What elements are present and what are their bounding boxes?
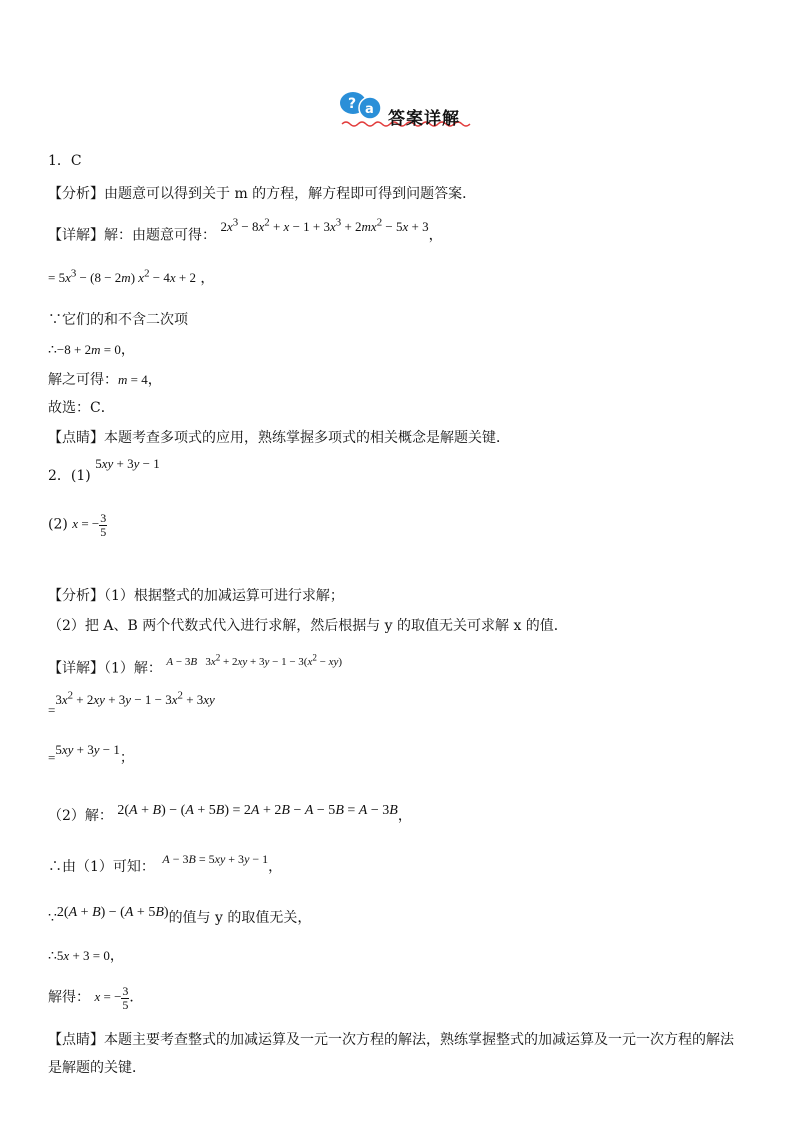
q2-step1: $=3x^2 + 2xy + 3y - 1 - 3x^2 + 3xy$ bbox=[48, 690, 215, 718]
q1-detail: 【详解】解：由题意可得： $2x^3 - 8x^2 + x - 1 + 3x^3 + 2mx^2 - 5x + 3$， bbox=[48, 217, 443, 244]
q2-part1-answer: 2．(1) 5xy + 3y − 1 bbox=[48, 456, 160, 484]
q1-because: ∵它们的和不含二次项 bbox=[48, 312, 188, 328]
q1-analysis: 【分析】由题意可以得到关于 m 的方程，解方程即可得到问题答案． bbox=[48, 186, 477, 202]
svg-text:a: a bbox=[365, 102, 374, 117]
q1-choose: 故选：C． bbox=[48, 400, 115, 416]
q2-comment-line1: 【点睛】本题主要考查整式的加减运算及一元一次方程的解法，熟练掌握整式的加减运算及一元一次方程的解法 bbox=[48, 1032, 734, 1048]
q2-analysis2: （2）把 A、B 两个代数式代入进行求解，然后根据与 y 的取值无关可求解 x 的值． bbox=[48, 618, 568, 634]
q2-analysis1: 【分析】（1）根据整式的加减运算可进行求解； bbox=[48, 588, 344, 604]
q2-comment-line2: 是解题的关键． bbox=[48, 1060, 146, 1076]
q2-solve: 解得： x = − $\frac{3}{5}$ ． bbox=[48, 984, 144, 1012]
q2-because: ∵2(A + B) − (A + 5B)的值与 y 的取值无关， bbox=[48, 905, 312, 926]
q1-comment: 【点睛】本题考查多项式的应用，熟练掌握多项式的相关概念是解题关键． bbox=[48, 430, 510, 446]
q1-step: = $5x^3 - (8 - 2m) x^2 - 4x + 2$ ， bbox=[48, 268, 215, 287]
q1-therefore: ∴−8 + 2m = 0， bbox=[48, 342, 135, 358]
q2-detail: 【详解】（1）解： $^{A - 3B 3x^2 + 2xy + 3y - 1 - 3(x^2 - xy)}$ bbox=[48, 652, 343, 677]
q2-step2: =5xy + 3y − 1； bbox=[48, 742, 134, 766]
q1-solve: 解之可得：m = 4， bbox=[48, 372, 162, 388]
page-title: 答案详解 bbox=[388, 109, 460, 129]
q2-from1: ∴由（1）可知： A − 3B = 5xy + 3y − 1， bbox=[48, 852, 283, 875]
q2-part2-answer: (2) x = − $\frac{3}{5}$ bbox=[48, 511, 107, 539]
svg-text:?: ? bbox=[348, 96, 357, 112]
q2-part2: （2）解： 2(A + B) − (A + 5B) = 2A + 2B − A − 5B = A − 3B， bbox=[48, 803, 412, 824]
q1-answer: 1．C bbox=[48, 153, 82, 169]
q2-therefore: ∴5x + 3 = 0， bbox=[48, 948, 124, 964]
